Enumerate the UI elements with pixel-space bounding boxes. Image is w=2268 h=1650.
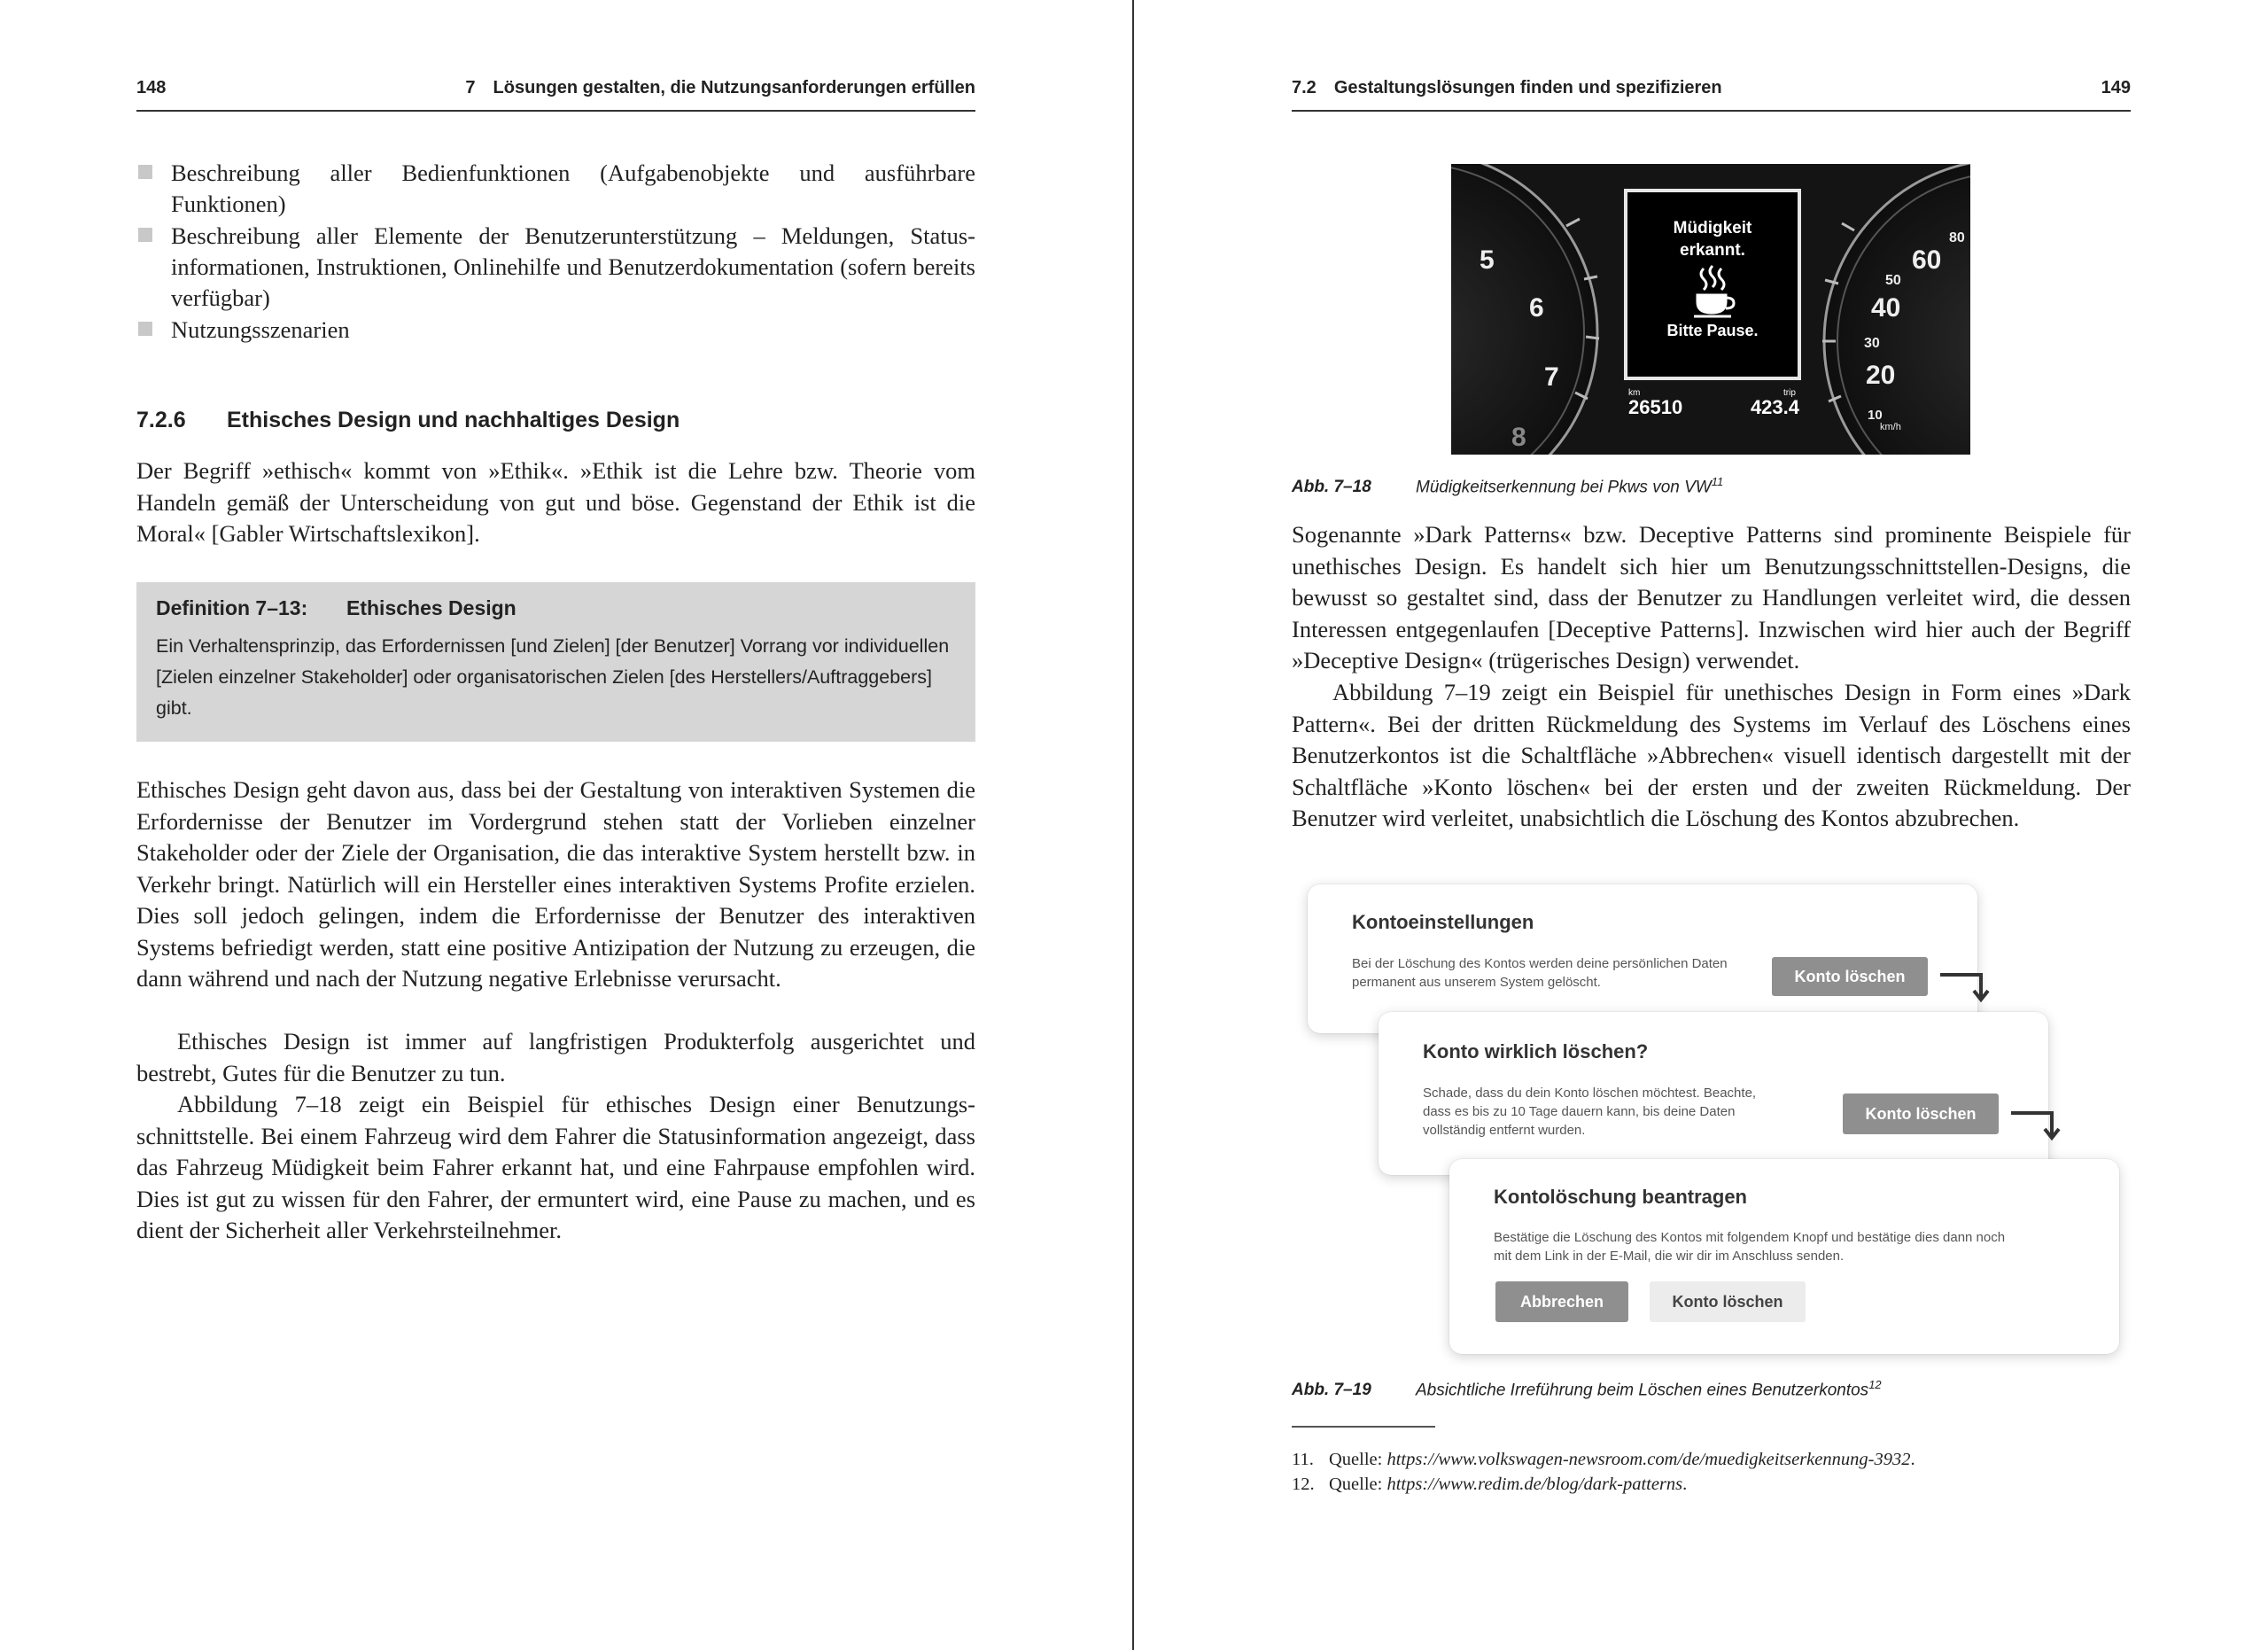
chapter-number: 7 [465, 78, 476, 97]
list-item-text: Nutzungsszenarien [171, 316, 350, 343]
dialog-card-3 [1449, 1159, 2119, 1354]
card-title: Kontoeinstellungen [1352, 911, 1534, 933]
bullet-square-icon [138, 165, 152, 179]
running-head-right [1292, 78, 2131, 112]
list-item-text: Beschreibung aller Elemente der Benutzerunterstützung – Meldungen, Statusinformationen, Instruktionen, Onlinehilfe und Benutzerdokumentation (sofern bereits verfügbar) [171, 222, 975, 311]
gauge-number: 50 [1885, 273, 1901, 288]
running-head-title [465, 78, 975, 98]
page-number: 148 [136, 78, 167, 97]
section-number: 7.2.6 [136, 408, 186, 432]
gauge-unit: km/h [1880, 422, 1901, 432]
figure-caption [1292, 1378, 1882, 1400]
gauge-number: 10 [1868, 408, 1883, 423]
running-head-title [1292, 78, 1722, 98]
gauge-number: 6 [1529, 293, 1544, 323]
trip-value: 423.4 [1750, 396, 1799, 418]
footnote-divider [1292, 1426, 1435, 1428]
section-number: 7.2 [1292, 78, 1317, 97]
definition-label: Definition 7–13: [156, 596, 308, 619]
gauge-number: 40 [1871, 293, 1901, 323]
gauge-number: 30 [1864, 336, 1880, 351]
body-paragraph: Sogenannte »Dark Patterns« bzw. Deceptive Patterns sind prominente Beispiele für unethisches Design. Es handelt sich hier um Benutzungsschnittstellen-Designs, die bewusst so gestaltet sind, dass der Benutzer zu Handlungen verleitet wird, die dessen Interessen entgegenlaufen [Deceptive Patterns]. Inzwischen wird hier auch der Begriff »Deceptive Design« (trügerisches Design) verwendet. [1292, 521, 2131, 673]
running-head-left [136, 78, 975, 112]
display-line-3: Bitte Pause. [1666, 322, 1759, 339]
gauge-number: 80 [1949, 230, 1965, 245]
intro-paragraph: Der Begriff »ethisch« kommt von »Ethik«. »Ethik ist die Lehre bzw. Theorie vom Handeln gemäß der Unterscheidung von gut und böse. Gegenstand der Ethik ist die Moral« [Gabler Wirtschaftslexikon]. [136, 457, 975, 547]
footnote-ref: 11 [1711, 475, 1724, 488]
card-title: Kontolöschung beantragen [1494, 1186, 1747, 1208]
bullet-square-icon [138, 228, 152, 242]
display-line-1: Müdigkeit [1673, 219, 1752, 237]
list-item [136, 315, 975, 346]
caption-label: Abb. 7–19 [1292, 1381, 1371, 1400]
footnote [1292, 1472, 1915, 1497]
list-item-text: Beschreibung aller Bedienfunktionen (Aufgabenobjekte und ausführbare Funktionen) [171, 160, 975, 217]
footnote-number: 12. [1292, 1475, 1315, 1494]
card-text: Bestätige die Löschung des Kontos mit folgendem Knopf und bestätige dies dann noch mit dem Link in der E-Mail, die wir dir im Anschluss senden. [1494, 1230, 2006, 1264]
odometer-value: 26510 [1628, 396, 1683, 418]
gauge-number: 8 [1511, 423, 1526, 452]
footnote-suffix: . [1910, 1450, 1915, 1469]
section-title: Gestaltungslösungen finden und spezifizieren [1333, 78, 1722, 97]
arrow-down-right-icon [2009, 1102, 2066, 1143]
bullet-square-icon [138, 322, 152, 336]
footnote-prefix: Quelle: [1329, 1475, 1387, 1494]
card-text: Bei der Löschung des Kontos werden deine persönlichen Daten permanent aus unserem System gelöscht. [1352, 956, 1728, 990]
body-paragraph: Ethisches Design ist immer auf langfristigen Produkterfolg ausgerichtet und bestrebt, Gutes für die Benutzer zu tun. [136, 1028, 975, 1086]
list-item [136, 221, 975, 314]
caption-text: Absichtliche Irreführung beim Löschen eines Benutzerkontos [1416, 1381, 1869, 1400]
gauge-number: 5 [1480, 245, 1495, 275]
definition-box [136, 582, 975, 742]
definition-title: Ethisches Design [346, 596, 517, 619]
caption-text: Müdigkeitserkennung bei Pkws von VW [1416, 478, 1712, 497]
footnote-number: 11. [1292, 1450, 1314, 1469]
dashboard-photo [1451, 164, 1970, 455]
caption-label: Abb. 7–18 [1292, 478, 1371, 497]
delete-account-button[interactable]: Konto löschen [1843, 1094, 1999, 1134]
footnote-link[interactable]: https://www.redim.de/blog/dark-patterns [1386, 1475, 1683, 1494]
footnotes [1292, 1447, 1915, 1497]
body-paragraph: Abbildung 7–18 zeigt ein Beispiel für ethisches Design einer Benutzungsschnittstelle. Bei einem Fahrzeug wird dem Fahrer die Statusinformation angezeigt, dass das Fahrzeug Müdigkeit beim Fahrer erkannt hat, und eine Fahrpause empfohlen wird. Dies ist gut zu wissen für den Fahrer, der ermuntert wird, eine Pause zu machen, und es dient der Sicherheit aller Verkehrsteilnehmer. [136, 1091, 975, 1243]
gauge-number: 20 [1866, 361, 1896, 390]
gauge-number: 7 [1544, 362, 1559, 392]
dashboard-illustration [1451, 164, 1970, 455]
body-paragraph: Ethisches Design geht davon aus, dass bei der Gestaltung von interaktiven Systemen die Erfordernisse der Benutzer im Vordergrund stehen statt der Vorlieben einzelner Stakeholder oder der Ziele der Organisation, die das interaktive System herstellt bzw. in Verkehr bringt. Natürlich will ein Hersteller eines interaktiven Systems Profite erzielen. Dies soll jedoch gelingen, indem die Erfordernisse der Benutzer des interaktiven Systems befriedigt werden, statt eine positive Antizipation der Nutzung zu erzeugen, die dann während und nach der Nutzung negative Erlebnisse verursacht. [136, 776, 975, 992]
card-text: Schade, dass du dein Konto löschen möchtest. Beachte, dass es bis zu 10 Tage dauern kann, bis deine Daten vollständig entfernt wurden. [1423, 1086, 1757, 1138]
delete-account-button[interactable]: Konto löschen [1650, 1281, 1806, 1322]
footnote-ref: 12 [1868, 1378, 1882, 1391]
definition-text: Ein Verhaltensprinzip, das Erfordernissen [und Zielen] [der Benutzer] Vorrang vor individuellen [Zielen einzelner Stakeholder] oder organisatorischen Zielen [des Herstellers/Auftraggebers] gibt. [156, 635, 950, 719]
figure-caption [1292, 475, 1723, 497]
footnote-suffix: . [1682, 1475, 1688, 1494]
bullet-list [136, 158, 975, 346]
display-line-2: erkannt. [1680, 241, 1745, 260]
footnote [1292, 1447, 1915, 1472]
chapter-title: Lösungen gestalten, die Nutzungsanforderungen erfüllen [493, 78, 975, 97]
section-heading [136, 408, 680, 433]
footnote-prefix: Quelle: [1329, 1450, 1387, 1469]
section-title: Ethisches Design und nachhaltiges Design [227, 408, 680, 432]
definition-heading [156, 596, 956, 620]
body-paragraph: Abbildung 7–19 zeigt ein Beispiel für unethisches Design in Form eines »Dark Pattern«. Bei der dritten Rückmeldung des Systems im Verlauf des Löschens eines Benutzerkontos ist die Schaltfläche »Abbrechen« visuell identisch dargestellt mit der Schaltfläche »Konto löschen« bei der ersten und der zweiten Rückmeldung. Der Benutzer wird verleitet, unabsichtlich die Löschung des Kontos abzubrechen. [1292, 679, 2131, 831]
odometer-label: km [1628, 388, 1641, 398]
gauge-number: 60 [1912, 245, 1942, 275]
page-number: 149 [2101, 78, 2131, 97]
trip-label: trip [1783, 388, 1796, 398]
card-title: Konto wirklich löschen? [1423, 1040, 1649, 1062]
list-item [136, 158, 975, 220]
arrow-down-right-icon [1938, 964, 1995, 1005]
cancel-button[interactable]: Abbrechen [1495, 1281, 1628, 1322]
footnote-link[interactable]: https://www.volkswagen-newsroom.com/de/muedigkeitserkennung-3932 [1386, 1450, 1911, 1469]
delete-account-button[interactable]: Konto löschen [1772, 957, 1928, 996]
